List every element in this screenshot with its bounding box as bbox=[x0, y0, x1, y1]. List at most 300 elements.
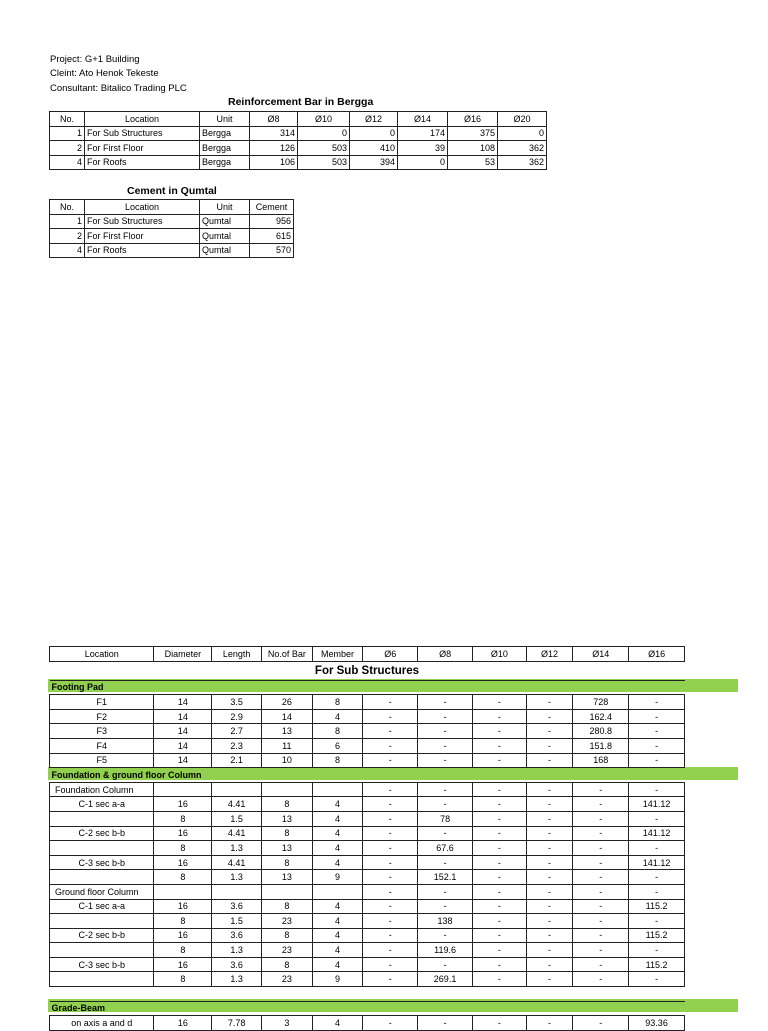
table-cell: - bbox=[418, 1016, 473, 1031]
table-row bbox=[50, 753, 685, 768]
table-cell: C-1 sec a-a bbox=[50, 797, 154, 812]
table-cell: - bbox=[363, 972, 418, 987]
table-cell: - bbox=[472, 841, 526, 856]
table-row bbox=[50, 884, 685, 899]
table-cell: For Sub Structures bbox=[85, 126, 200, 141]
table-cell: - bbox=[472, 753, 526, 768]
table-row bbox=[50, 841, 685, 856]
table-cell: - bbox=[418, 826, 473, 841]
table-row bbox=[50, 899, 685, 914]
table-cell: - bbox=[418, 738, 473, 753]
table-cell: 26 bbox=[261, 695, 312, 710]
table-cell bbox=[312, 884, 363, 899]
table-cell: - bbox=[526, 826, 573, 841]
table-cell bbox=[50, 870, 154, 885]
table-cell: 174 bbox=[398, 126, 448, 141]
column-header: Location bbox=[85, 200, 200, 215]
table-cell: - bbox=[418, 724, 473, 739]
table-cell: - bbox=[363, 957, 418, 972]
table-cell: 23 bbox=[261, 943, 312, 958]
table-cell: - bbox=[526, 884, 573, 899]
table-cell: 4 bbox=[312, 1016, 363, 1031]
table-row bbox=[50, 782, 685, 797]
table-row bbox=[50, 855, 685, 870]
table-cell: 9 bbox=[312, 870, 363, 885]
table-cell bbox=[154, 884, 212, 899]
table-cell: - bbox=[573, 914, 629, 929]
column-header: Unit bbox=[200, 200, 250, 215]
table-cell: - bbox=[418, 957, 473, 972]
table-row bbox=[50, 695, 685, 710]
table-cell: 106 bbox=[250, 155, 298, 170]
table-cell: 280.8 bbox=[573, 724, 629, 739]
table-cell: - bbox=[472, 811, 526, 826]
section-column bbox=[50, 768, 685, 783]
table-cell: For First Floor bbox=[85, 141, 200, 156]
table-cell: 39 bbox=[398, 141, 448, 156]
table-cell: - bbox=[526, 841, 573, 856]
table-subtitle bbox=[50, 661, 685, 680]
table-cell: - bbox=[629, 753, 685, 768]
table-cell: 16 bbox=[154, 899, 212, 914]
table-cell: - bbox=[363, 1016, 418, 1031]
table-cell: 8 bbox=[261, 928, 312, 943]
table-cell: 2.7 bbox=[212, 724, 262, 739]
table-cell: 8 bbox=[312, 724, 363, 739]
table-cell: - bbox=[472, 928, 526, 943]
table-cell: 4.41 bbox=[212, 797, 262, 812]
column-header: Member bbox=[312, 647, 363, 662]
table-cell: 14 bbox=[154, 724, 212, 739]
table-cell: Bergga bbox=[200, 141, 250, 156]
column-header: Length bbox=[212, 647, 262, 662]
table-cell bbox=[50, 841, 154, 856]
table-cell: 1.3 bbox=[212, 943, 262, 958]
table-cell: 9 bbox=[312, 972, 363, 987]
client-label: Cleint: Ato Henok Tekeste bbox=[50, 68, 159, 79]
column-header: Ø12 bbox=[526, 647, 573, 662]
table-cell: 8 bbox=[261, 957, 312, 972]
table-row bbox=[50, 826, 685, 841]
table-cell: 7.78 bbox=[212, 1016, 262, 1031]
table-cell: 14 bbox=[154, 695, 212, 710]
table-cell: 4 bbox=[50, 243, 85, 258]
table-cell: - bbox=[629, 811, 685, 826]
table-cell: Qumtal bbox=[200, 229, 250, 244]
table-cell: - bbox=[472, 972, 526, 987]
column-header: Ø6 bbox=[363, 647, 418, 662]
table-cell: 1.5 bbox=[212, 811, 262, 826]
table-cell: 4 bbox=[312, 899, 363, 914]
table-cell: 108 bbox=[448, 141, 498, 156]
table-cell: - bbox=[363, 724, 418, 739]
column-header: Ø16 bbox=[629, 647, 685, 662]
table-cell: 141.12 bbox=[629, 855, 685, 870]
table-cell: 4 bbox=[312, 957, 363, 972]
table-cell: Foundation Column bbox=[50, 782, 154, 797]
table-cell: - bbox=[573, 1016, 629, 1031]
table-row bbox=[50, 243, 294, 258]
table-cell: For Sub Structures bbox=[85, 214, 200, 229]
column-header: No.of Bar bbox=[261, 647, 312, 662]
table-cell bbox=[312, 782, 363, 797]
table-cell: - bbox=[363, 914, 418, 929]
table-cell: - bbox=[472, 914, 526, 929]
table-cell: - bbox=[418, 899, 473, 914]
table-cell: - bbox=[363, 811, 418, 826]
table-cell: - bbox=[363, 899, 418, 914]
table-cell: F3 bbox=[50, 724, 154, 739]
table-row bbox=[50, 972, 685, 987]
table-cell: 152.1 bbox=[418, 870, 473, 885]
table-cell: 8 bbox=[312, 753, 363, 768]
table-row bbox=[50, 811, 685, 826]
table-cell: - bbox=[363, 928, 418, 943]
table-cell: C-1 sec a-a bbox=[50, 899, 154, 914]
column-header: Location bbox=[50, 647, 154, 662]
table-cell: - bbox=[629, 972, 685, 987]
table-cell: 16 bbox=[154, 797, 212, 812]
table-cell: - bbox=[472, 724, 526, 739]
table-row bbox=[50, 229, 294, 244]
table-cell: - bbox=[629, 709, 685, 724]
table-cell bbox=[154, 782, 212, 797]
table-cell: - bbox=[573, 928, 629, 943]
table-cell: - bbox=[629, 884, 685, 899]
table-cell: F1 bbox=[50, 695, 154, 710]
table-row bbox=[50, 943, 685, 958]
table-cell: 0 bbox=[398, 155, 448, 170]
table-cell: 1.3 bbox=[212, 972, 262, 987]
table-cell: - bbox=[573, 957, 629, 972]
table-cell: - bbox=[418, 695, 473, 710]
table-cell: 8 bbox=[154, 841, 212, 856]
table-cell: 362 bbox=[498, 141, 547, 156]
table-cell: 394 bbox=[350, 155, 398, 170]
table-cell: 2.3 bbox=[212, 738, 262, 753]
table-cell: - bbox=[526, 709, 573, 724]
table-cell: 1 bbox=[50, 126, 85, 141]
table-cell: 8 bbox=[261, 855, 312, 870]
table-cell: 0 bbox=[350, 126, 398, 141]
column-header: Cement bbox=[250, 200, 294, 215]
table-cell: - bbox=[363, 738, 418, 753]
table-cell: 503 bbox=[298, 141, 350, 156]
table-cell: 362 bbox=[498, 155, 547, 170]
table-cell: - bbox=[363, 782, 418, 797]
table-cell: 3.5 bbox=[212, 695, 262, 710]
table-cell: - bbox=[363, 797, 418, 812]
table-cell: - bbox=[573, 870, 629, 885]
table-cell: C-3 sec b-b bbox=[50, 855, 154, 870]
table-cell bbox=[50, 811, 154, 826]
table-cell: 8 bbox=[261, 899, 312, 914]
table-cell: 956 bbox=[250, 214, 294, 229]
table-cell: 0 bbox=[498, 126, 547, 141]
table-cell: - bbox=[526, 738, 573, 753]
table-cell: 11 bbox=[261, 738, 312, 753]
table-cell: 4 bbox=[312, 811, 363, 826]
table-cell: - bbox=[363, 855, 418, 870]
table-cell: - bbox=[573, 899, 629, 914]
table-cell: 0 bbox=[298, 126, 350, 141]
table-cell: 4 bbox=[312, 797, 363, 812]
column-header: Location bbox=[85, 112, 200, 127]
table-cell: 14 bbox=[154, 753, 212, 768]
table-cell: - bbox=[526, 855, 573, 870]
table-row bbox=[50, 928, 685, 943]
table-cell: 16 bbox=[154, 928, 212, 943]
table-cell: 138 bbox=[418, 914, 473, 929]
table-cell: - bbox=[472, 943, 526, 958]
table-cell: - bbox=[526, 782, 573, 797]
table-cell: 8 bbox=[154, 811, 212, 826]
table-cell: - bbox=[526, 1016, 573, 1031]
table-cell: - bbox=[472, 884, 526, 899]
table-row bbox=[50, 141, 547, 156]
table-cell bbox=[50, 914, 154, 929]
table-cell: 13 bbox=[261, 870, 312, 885]
table-cell: - bbox=[526, 797, 573, 812]
table-cell: 1.3 bbox=[212, 841, 262, 856]
table-cell: 93.36 bbox=[629, 1016, 685, 1031]
table-cell: 8 bbox=[154, 914, 212, 929]
table-cell: 4.41 bbox=[212, 826, 262, 841]
table-cell: - bbox=[472, 738, 526, 753]
table-cell: 126 bbox=[250, 141, 298, 156]
table-cell: 14 bbox=[261, 709, 312, 724]
table-cell: - bbox=[573, 884, 629, 899]
table-cell: 119.6 bbox=[418, 943, 473, 958]
table-cell: 3.6 bbox=[212, 957, 262, 972]
column-header: Ø14 bbox=[398, 112, 448, 127]
table-cell: C-3 sec b-b bbox=[50, 957, 154, 972]
table-row bbox=[50, 914, 685, 929]
table-cell bbox=[50, 972, 154, 987]
section-grade-cell: Grade-Beam bbox=[50, 1001, 685, 1016]
table-cell: - bbox=[418, 753, 473, 768]
table-cell: - bbox=[573, 782, 629, 797]
table-cell: - bbox=[472, 1016, 526, 1031]
table-row bbox=[50, 1016, 685, 1031]
table-cell: 14 bbox=[154, 709, 212, 724]
table-cell: F4 bbox=[50, 738, 154, 753]
table-cell: 8 bbox=[312, 695, 363, 710]
table-cell bbox=[50, 943, 154, 958]
column-header: Ø16 bbox=[448, 112, 498, 127]
table-cell: F5 bbox=[50, 753, 154, 768]
consultant-label: Consultant: Bitalico Trading PLC bbox=[50, 83, 187, 94]
table-cell: 4 bbox=[312, 841, 363, 856]
section-footing bbox=[50, 680, 685, 695]
table-cell: - bbox=[472, 709, 526, 724]
table-cell: 3.6 bbox=[212, 928, 262, 943]
column-header: No. bbox=[50, 112, 85, 127]
section-footing-cell: Footing Pad bbox=[50, 680, 685, 695]
table-cell: 13 bbox=[261, 841, 312, 856]
table-cell: - bbox=[629, 724, 685, 739]
table-cell: 269.1 bbox=[418, 972, 473, 987]
column-header: Ø8 bbox=[250, 112, 298, 127]
table-cell: - bbox=[573, 811, 629, 826]
table-cell: - bbox=[418, 709, 473, 724]
table-cell bbox=[261, 884, 312, 899]
table-cell: 23 bbox=[261, 914, 312, 929]
table-cell: - bbox=[526, 870, 573, 885]
table-cell: 615 bbox=[250, 229, 294, 244]
table-cell: - bbox=[472, 899, 526, 914]
table-cell: For Roofs bbox=[85, 155, 200, 170]
table-cell: Bergga bbox=[200, 155, 250, 170]
table-row bbox=[50, 797, 685, 812]
table-cell: 141.12 bbox=[629, 797, 685, 812]
table-cell: For Roofs bbox=[85, 243, 200, 258]
table-cell: 151.8 bbox=[573, 738, 629, 753]
table-cell: 2.9 bbox=[212, 709, 262, 724]
table-cell: 67.6 bbox=[418, 841, 473, 856]
project-label: Project: G+1 Building bbox=[50, 54, 140, 65]
table-cell: - bbox=[363, 884, 418, 899]
table-cell: - bbox=[472, 695, 526, 710]
table-cell: 115.2 bbox=[629, 928, 685, 943]
table-cell: - bbox=[526, 972, 573, 987]
table-cell: 115.2 bbox=[629, 957, 685, 972]
table-row bbox=[50, 709, 685, 724]
table-cell: 314 bbox=[250, 126, 298, 141]
table-cell: - bbox=[629, 695, 685, 710]
table-cell: 1.3 bbox=[212, 870, 262, 885]
table-row bbox=[50, 724, 685, 739]
table-cell: 13 bbox=[261, 811, 312, 826]
table-cell: - bbox=[472, 782, 526, 797]
section-column-cell: Foundation & ground floor Column bbox=[50, 768, 685, 783]
table-cell: - bbox=[472, 957, 526, 972]
section-grade bbox=[50, 1001, 685, 1016]
rebar-summary-table bbox=[49, 111, 547, 170]
cement-summary-table bbox=[49, 199, 294, 258]
table-cell: 8 bbox=[261, 797, 312, 812]
table-cell: 53 bbox=[448, 155, 498, 170]
table-cell: 115.2 bbox=[629, 899, 685, 914]
table-cell: 375 bbox=[448, 126, 498, 141]
table-cell: - bbox=[629, 914, 685, 929]
table-cell: 2 bbox=[50, 229, 85, 244]
detail-table bbox=[49, 646, 685, 1031]
column-header: Ø8 bbox=[418, 647, 473, 662]
table-cell: 1.5 bbox=[212, 914, 262, 929]
table-cell: 3.6 bbox=[212, 899, 262, 914]
table-cell: 4 bbox=[312, 943, 363, 958]
table-cell: 16 bbox=[154, 855, 212, 870]
table-cell: - bbox=[418, 855, 473, 870]
table-cell: 8 bbox=[154, 870, 212, 885]
table-cell: - bbox=[573, 797, 629, 812]
table-cell: 4 bbox=[312, 928, 363, 943]
table-cell: 4 bbox=[312, 855, 363, 870]
table-cell: 3 bbox=[261, 1016, 312, 1031]
table-cell: - bbox=[418, 782, 473, 797]
table-cell: - bbox=[472, 797, 526, 812]
table-cell: 168 bbox=[573, 753, 629, 768]
table-cell: - bbox=[526, 928, 573, 943]
table-row bbox=[50, 126, 547, 141]
table-row bbox=[50, 214, 294, 229]
table-cell: 162.4 bbox=[573, 709, 629, 724]
table-cell: Qumtal bbox=[200, 214, 250, 229]
table-cell: - bbox=[573, 972, 629, 987]
blank-row-cell bbox=[50, 987, 685, 1002]
table-cell: 16 bbox=[154, 826, 212, 841]
table-cell: - bbox=[629, 870, 685, 885]
rebar-summary-title: Reinforcement Bar in Bergga bbox=[228, 96, 374, 108]
table-cell: - bbox=[418, 797, 473, 812]
table-cell: 4.41 bbox=[212, 855, 262, 870]
table-row bbox=[50, 738, 685, 753]
table-cell: - bbox=[573, 943, 629, 958]
table-cell: 16 bbox=[154, 957, 212, 972]
table-cell: - bbox=[363, 753, 418, 768]
table-cell: - bbox=[526, 957, 573, 972]
table-cell: 14 bbox=[154, 738, 212, 753]
table-cell: - bbox=[526, 914, 573, 929]
table-row bbox=[50, 155, 547, 170]
table-cell: - bbox=[526, 753, 573, 768]
table-cell: 8 bbox=[154, 943, 212, 958]
table-cell: - bbox=[629, 782, 685, 797]
table-cell: 78 bbox=[418, 811, 473, 826]
table-cell: F2 bbox=[50, 709, 154, 724]
table-cell: 10 bbox=[261, 753, 312, 768]
table-cell: - bbox=[363, 695, 418, 710]
table-cell: Qumtal bbox=[200, 243, 250, 258]
table-cell: - bbox=[472, 826, 526, 841]
table-row bbox=[50, 870, 685, 885]
table-cell: 503 bbox=[298, 155, 350, 170]
table-cell: Ground floor Column bbox=[50, 884, 154, 899]
table-cell: - bbox=[363, 709, 418, 724]
table-cell: - bbox=[418, 884, 473, 899]
column-header: No. bbox=[50, 200, 85, 215]
table-cell: - bbox=[629, 738, 685, 753]
table-cell: Bergga bbox=[200, 126, 250, 141]
table-cell: - bbox=[472, 855, 526, 870]
column-header: Ø10 bbox=[298, 112, 350, 127]
column-header: Ø12 bbox=[350, 112, 398, 127]
table-cell: 4 bbox=[50, 155, 85, 170]
table-cell: - bbox=[629, 841, 685, 856]
table-cell: 23 bbox=[261, 972, 312, 987]
table-cell: 1 bbox=[50, 214, 85, 229]
table-cell: 410 bbox=[350, 141, 398, 156]
table-cell: 8 bbox=[261, 826, 312, 841]
column-header: Diameter bbox=[154, 647, 212, 662]
table-cell: - bbox=[526, 899, 573, 914]
table-cell: 2 bbox=[50, 141, 85, 156]
column-header: Ø10 bbox=[472, 647, 526, 662]
table-cell: - bbox=[363, 870, 418, 885]
table-cell bbox=[212, 782, 262, 797]
table-cell: - bbox=[363, 841, 418, 856]
table-subtitle-cell: For Sub Structures bbox=[50, 661, 685, 680]
table-cell: C-2 sec b-b bbox=[50, 826, 154, 841]
table-cell: 6 bbox=[312, 738, 363, 753]
table-cell: - bbox=[363, 943, 418, 958]
table-cell: 4 bbox=[312, 709, 363, 724]
column-header: Ø14 bbox=[573, 647, 629, 662]
table-cell: 16 bbox=[154, 1016, 212, 1031]
table-cell: - bbox=[573, 855, 629, 870]
column-header: Ø20 bbox=[498, 112, 547, 127]
